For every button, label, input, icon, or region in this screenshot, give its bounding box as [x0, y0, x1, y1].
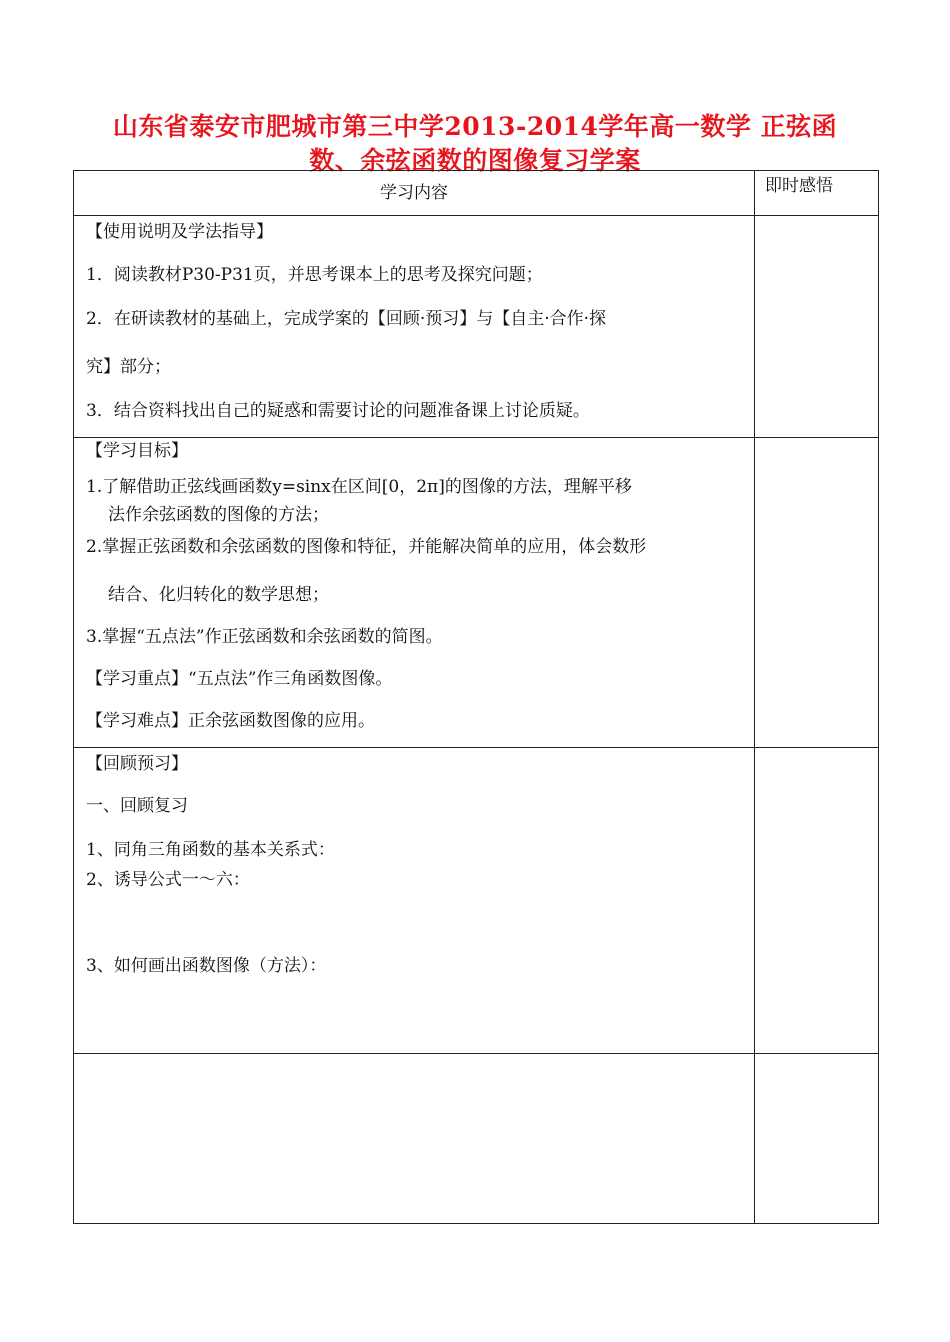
- table-header-row: [74, 171, 879, 216]
- usage-item-1: 1．阅读教材P30-P31页，并思考课本上的思考及探究问题；: [86, 265, 543, 285]
- goals-section: [74, 438, 755, 748]
- header-study-content: 学习内容: [74, 171, 755, 216]
- blank-content-cell[interactable]: [74, 1054, 755, 1224]
- page-title-line-1: 山东省泰安市肥城市第三中学2013-2014学年高一数学 正弦函: [112, 112, 838, 141]
- review-section: [74, 748, 755, 1054]
- blank-section-row: [74, 1054, 879, 1224]
- goals-item-2-cont: 结合、化归转化的数学思想；: [108, 585, 329, 605]
- key-point: [86, 666, 742, 692]
- page-title-line-2: 数、余弦函数的图像复习学案: [309, 146, 641, 175]
- review-subheading: 一、回顾复习: [86, 796, 188, 816]
- goals-item-1: 1.了解借助正弦线画函数y=sinx在区间[0，2π]的图像的方法，理解平移: [86, 477, 632, 497]
- difficulty-label: 【学习难点】: [86, 711, 188, 731]
- goals-section-row: [74, 438, 879, 748]
- review-item-1: 1、同角三角函数的基本关系式：: [86, 840, 335, 860]
- usage-section-row: [74, 216, 879, 438]
- goals-notes-cell[interactable]: [755, 438, 879, 748]
- goals-item-1-cont: 法作余弦函数的图像的方法；: [108, 505, 329, 525]
- usage-item-2: 2．在研读教材的基础上，完成学案的【回顾·预习】与【自主·合作·探: [86, 309, 607, 329]
- review-item-3: 3、如何画出函数图像（方法）：: [86, 956, 327, 976]
- page-title: [60, 110, 890, 178]
- goals-item-2: 2.掌握正弦函数和余弦函数的图像和特征，并能解决简单的应用，体会数形: [86, 537, 647, 557]
- usage-heading: 【使用说明及学法指导】: [86, 222, 273, 242]
- usage-section: [74, 216, 755, 438]
- goals-item-3: 3.掌握“五点法”作正弦函数和余弦函数的简图。: [86, 627, 443, 647]
- review-section-row: [74, 748, 879, 1054]
- review-heading: 【回顾预习】: [86, 754, 188, 774]
- blank-notes-cell[interactable]: [755, 1054, 879, 1224]
- usage-item-3: 3．结合资料找出自己的疑惑和需要讨论的问题准备课上讨论质疑。: [86, 401, 590, 421]
- difficulty-point: [86, 708, 742, 734]
- study-plan-table: [73, 170, 879, 1224]
- usage-item-2-cont: 究】部分；: [86, 357, 171, 377]
- difficulty-text: 正余弦函数图像的应用。: [188, 711, 375, 731]
- header-instant-reflection: 即时感悟: [755, 171, 879, 216]
- key-point-label: 【学习重点】: [86, 669, 188, 689]
- review-notes-cell[interactable]: [755, 748, 879, 1054]
- goals-heading: 【学习目标】: [86, 441, 188, 461]
- review-item-2: 2、诱导公式一～六：: [86, 870, 250, 890]
- key-point-text: “五点法”作三角函数图像。: [188, 669, 393, 689]
- usage-notes-cell[interactable]: [755, 216, 879, 438]
